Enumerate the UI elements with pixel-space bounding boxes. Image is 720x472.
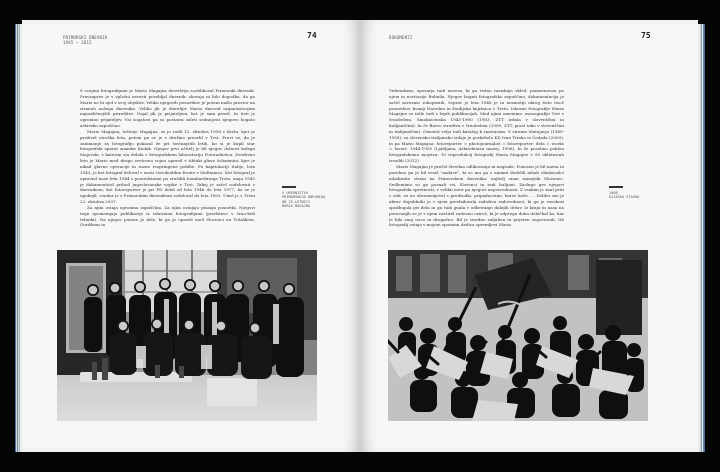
right-header-title: DOKUMENTI [389, 35, 413, 40]
left-body-text [80, 88, 255, 266]
group-photo-illustration [57, 250, 317, 421]
right-page-edge [698, 24, 705, 452]
right-running-header [389, 35, 412, 40]
left-paragraph: Za njim ostaja ogromna zapuščina. Za njim ostajajo pisanja posnetki. Njegovi tega spomeinjajo publikacije iz izbranimi fotografijami (predstavo v črno-beli tehniki). Na njegov pomen je delo, ki ga je opravil med Slovenci na Tržaškem, Goriškem in [80, 204, 255, 228]
right-caption: 1968 DIJAŠKA STAVKA [609, 191, 640, 200]
left-paragraph: Mario Magajna, točneje Magajna, se je rodil 12. oktobra 1916 v Križu, kjer je preživel otroška leta, potem pa se je z družino preselil v Trst. Pravi se, da je zanimanje za fotografijo pokazal že pri šestnajstih letih, ko si je kupil star fotografski aparat znamke Kodak. Njegov prvi učitelj je bil njegov dolnovi kolega Majovski, s katerim sta delala v fotografskem laboratoriju Fotoradiotica. Sveiživno leto je Mario med drugo svetovno vojno opravil v tihtaki glavo šolsnimini, kjer je nikad glavne operacije in razne rezpringene pobibe. Po kapitulaciji Italije, leta 1943, je kot fotograf deloval v enoti Osvobodilne fronte v Sedtnimici. Kot fotograf je opravnil nase leta 1944 s posredsinimi po zrušiliti bombardiranja Trsta, maja 1945 je dokumentiral prihod jugoslovanske vojske v Trst. Takoj je začel sodelovati z dnevnikom, kot fotoreporter je pri PD delal od leta 1946 do leta 1977, ko se je upokojil, vendar je s Primorskim dnevnikom sodeloval do leta 1993. Umrl je v Trstu 22. oktobra 2007. [80, 128, 255, 205]
left-header-title: PRIMORSKI DNEVNIK [63, 35, 108, 40]
left-caption: V UREDNIŠTVU PRIMORSKEGA DNEVNIKA OB 25-LETNICI MARIA MAGAJNA [282, 191, 326, 208]
student-strike-photo [388, 250, 648, 421]
right-paragraph: Mario Magajna je prečel številna odlikovanja in nagrade. Ponosen je bil narsu in posebno pa je bil vesel "nadave", ki so mu ga z uniami dodelili mladi obiskovalci mladinske strani na Primorskem dnevniku: najbolj onan zamejski Slovenec. Sedlemimo so ga poznali vsi, Slovenci in tudi Italijani. Zaslugo gre njegovi fotografski spretnosti, v velikii meri pa njegovi neposrednosti. Z vsakim je znal priti v stik, ez ne obremenjeval s predsodki, pripadnostmi, barve kože. ... Dolder mo je abrav dopoldniki je v njem prevladovala radoživa radovednost, ki ga je vseskozi spodbujala pri delu in ga tudi gnala v odkrivanje dalnjih držav. Iz kraja in nasa na potovanjih se je v njem razširel radovno oziroč, ki je odprega duha dobičkal ko, kar je bilo zanj novo in drugačno. Bil je izredno zaljuben in prijeten sogovornik. Ob fotografij ostaja v mojem spominu dedica spremljevi Mario. [389, 163, 564, 228]
right-page-number: 75 [641, 31, 651, 40]
right-caption-rule [609, 186, 623, 188]
right-page [360, 20, 698, 452]
right-paragraph: Videmskem, opozarja tudi naveza, ki ga redno raziskuje skled, pomnenovan po njem in novitariju Bubnila. Njegov bogati fotografsko zapuščino, dokumentacija je začel zaveznio rokopisnih, čeprav je leta 1948 je in nesmotiji okrog tisto tisoč posnetkov, kvanji Narodna in študijska knjižnica v Trstu. Izbrane fotografije Maria Magajne so izšle tudi v lepih publikacijah. Med njimi omenimo: monografijo Trst v črnobelem. Smoknicinska 1945-1980 (1983, ZTT izdala v slovenščini in italijanščini). In če Barvo stredtva v črnobelem (2009, ZTT, pravi tako v slovenščini in italijanščini). Omeniti velja tudi katalog k razstavam. S stranm Matajurja (1949-1958), za slovensko-italijansko izdajo je poskrbelo KD Ivan Trinko iz Čedada (2000), in pa Mario Magajna: fotoreporter = photojournalist = fotoreporter: dela = works = lavori: 1944-1955 (Ljubljana, Arhitekturni muzej, 1996). In še posebno poklon fotografskemu mojstru: 10 reprodukcij fotografij Maria Magajne v 50 obletnicah izvodih (2012). [389, 88, 564, 164]
left-caption-rule [282, 186, 296, 188]
crowd-photo-illustration [388, 250, 648, 421]
right-body-text [389, 88, 564, 266]
editorial-office-photo [57, 250, 317, 421]
left-header-years: 1945 — 2015 [63, 40, 92, 45]
left-page-edge [15, 24, 22, 452]
left-running-header [63, 35, 107, 45]
left-page-number: 74 [307, 31, 317, 40]
left-paragraph: S svojimi fotografijami je Mario Magajna desetletja sooblikoval Primorski dnevnik. Pravzaprav je v splošni zavesti posebljal dnevnik: skoraja ni bilo dogodka, da ga Mario ne bi ujel v svoj objektiv. Veliko njegovih posnetkov je potem našlo prostor na straneh našega dnevnika. Veliko jih je dizrelijiv Mario darovał organizatorjem najrazličnejših prireditev. Dajal jih je prijateljem, kot je sam pravil. In tisti je ogromno prijateljev. Vsi sogatovi pa so postarni zaleti sedanjosti njegovo bogato arhivsko zapuščino. [80, 88, 255, 129]
left-page [22, 20, 360, 452]
